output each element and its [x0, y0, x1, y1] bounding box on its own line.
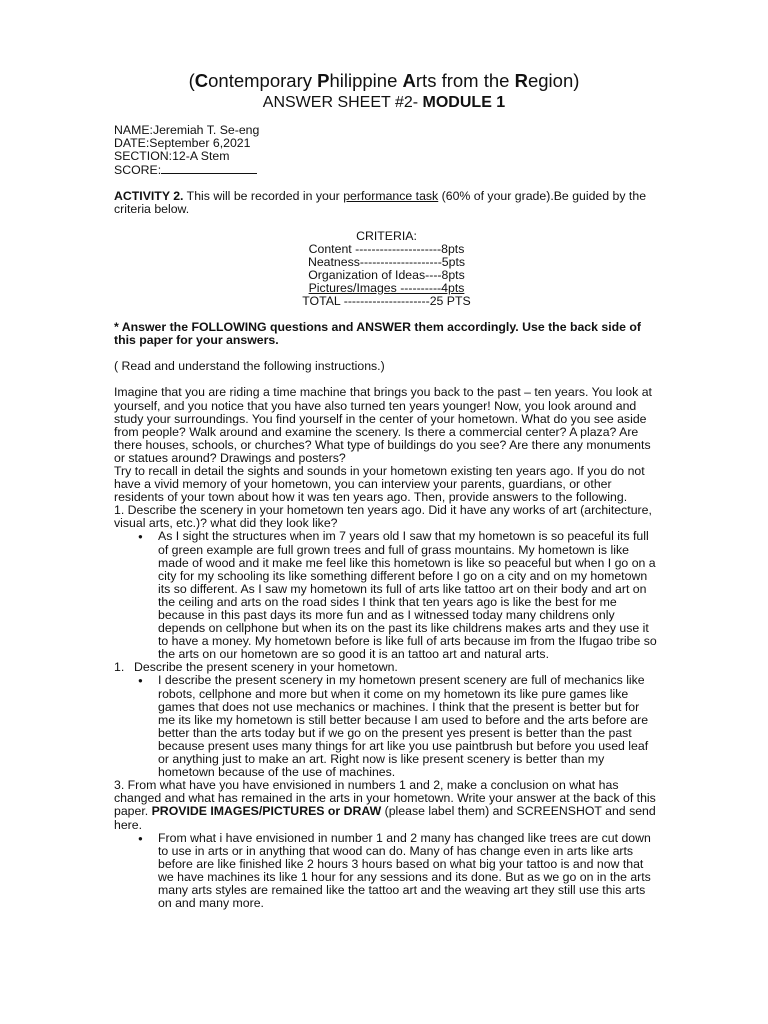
question-1: 1. Describe the scenery in your hometown ten years ago. Did it have any works of art (architecture, visual arts, etc.)? what did they look like?	[114, 503, 652, 531]
criteria-item: Neatness--------------------5pts	[307, 254, 466, 269]
bold-instruction: * Answer the FOLLOWING questions and ANSWER them accordingly. Use the back side of this paper for your answers.	[114, 320, 642, 348]
title-word-2: hilippine	[329, 70, 403, 91]
title-close-paren: )	[573, 70, 580, 91]
score-label: SCORE:	[114, 163, 162, 178]
page-subtitle	[0, 93, 768, 113]
answer-1-text: As I sight the structures when im 7 years old I saw that my hometown is so peaceful its full of green example are full grown trees and full of grass mountains. My hometown is like made of wood and it make me feel like this hometown is like so peaceful but when I go on a city for my schooling its like something different before I go on a city and on my hometown its so different. As I saw my hometown its full of arts like tattoo art on their body and art on the ceiling and arts on the road sides I think that ten years ago is like the best for me because in this past days its more fun and as I witnessed today many childrens only depends on cellphone but when its on the past its like childrens makes arts and they use it to have a money. My hometown before is like full of arts because im from the Ifugao tribe so the arts on our hometown are so good it is an tattoo art and natural arts.	[158, 529, 657, 662]
answer-2-text: I describe the present scenery in my hometown present scenery are full of mechanics like robots, cellphone and more but when it come on my hometown its like pure games like games that does not use mechanics or machines. I think that the present is better but for me its like my hometown is still better because I am used to before and the arts before are better than the arts today but if we go on the present yes present is better than the past because present uses many things for art like you use paintbrush but before you used leaf or anything just to make an art. Right now is like present scenery is better than my hometown because of the use of machines.	[158, 673, 649, 780]
criteria-item-pictures: Pictures/Images ----------4pts	[308, 280, 465, 295]
title-cap-p: P	[317, 70, 330, 91]
recall-paragraph: Try to recall in detail the sights and sounds in your hometown existing ten years ago. If you do not have a vivid memory of your hometown, you can interview your parents, guardians, or other residents of your town about how it was ten years ago. Then, provide answers to the following.	[114, 463, 645, 505]
activity-text-after: (60% of your grade).Be guided by the criteria below.	[114, 189, 647, 217]
criteria-item: Organization of Ideas----8pts	[308, 267, 465, 282]
bullet-icon: ●	[138, 676, 143, 686]
page-title	[0, 70, 768, 92]
activity-label: ACTIVITY 2.	[114, 189, 184, 204]
title-open-paren: (	[188, 70, 195, 91]
score-field	[114, 163, 659, 177]
criteria-total: TOTAL ---------------------25 PTS	[302, 294, 471, 309]
title-word-3: rts from the	[415, 70, 515, 91]
question-2-number: 1.	[114, 660, 125, 675]
sheet-body	[114, 124, 659, 910]
criteria-block	[114, 230, 659, 309]
bullet-icon: ●	[138, 833, 143, 843]
title-cap-c: C	[194, 70, 209, 91]
section-field: SECTION:12-A Stem	[114, 149, 230, 164]
title-word-4: egion	[527, 70, 574, 91]
title-word-1: ontemporary	[208, 70, 318, 91]
performance-task-text: performance task	[343, 189, 439, 204]
title-cap-r: R	[514, 70, 528, 91]
question-3-bold: PROVIDE IMAGES/PICTURES or DRAW	[151, 804, 382, 819]
answer-1	[114, 530, 659, 661]
criteria-heading: CRITERIA:	[356, 228, 417, 243]
title-cap-a: A	[402, 70, 416, 91]
activity-paragraph	[114, 190, 659, 216]
question-3-text-before: 3. From what have you have envisioned in numbers 1 and 2, make a conclusion on what has changed and what has remained in the arts in your hometown. Write your answer at the back of this paper.	[114, 778, 656, 819]
subtitle-module: MODULE 1	[422, 94, 506, 111]
read-instruction: ( Read and understand the following instructions.)	[114, 359, 385, 374]
criteria-item: Content ---------------------8pts	[308, 241, 465, 256]
score-blank-line	[161, 163, 257, 174]
question-3-text-after: (please label them) and SCREENSHOT and send here.	[114, 804, 656, 832]
answer-3-text: From what i have envisioned in number 1 and 2 many has changed like trees are cut down to use in arts or in anything that wood can do. Many of has change even in arts like arts before are like finished like 2 hours 3 hours based on what big your tattoo is and now that we have machines its like 1 hour for any sessions and its done. But as we go on in the arts many arts styles are remained like the tattoo art and the weaving art they still use this arts on and many more.	[158, 830, 651, 911]
answer-3	[114, 832, 659, 911]
bullet-icon: ●	[138, 532, 143, 542]
answer-2	[114, 674, 659, 779]
question-3	[114, 779, 659, 831]
date-field: DATE:September 6,2021	[114, 136, 251, 151]
activity-text-before: This will be recorded in your	[183, 189, 344, 204]
subtitle-text: ANSWER SHEET #2-	[262, 94, 423, 111]
name-field: NAME:Jeremiah T. Se-eng	[114, 123, 260, 137]
imagine-paragraph: Imagine that you are riding a time machine that brings you back to the past – ten years. You look at yourself, and you notice that you have also turned ten years younger! Now, you look around and study your surroundings. You find yourself in the center of your hometown. What do you see aside from people? Walk around and examine the scenery. Is there a commercial center? A plaza? Are there houses, schools, or churches? What type of buildings do you see? Are there any monuments or statues around? Drawings and posters?	[114, 385, 652, 465]
question-2-text: Describe the present scenery in your hometown.	[134, 660, 398, 675]
